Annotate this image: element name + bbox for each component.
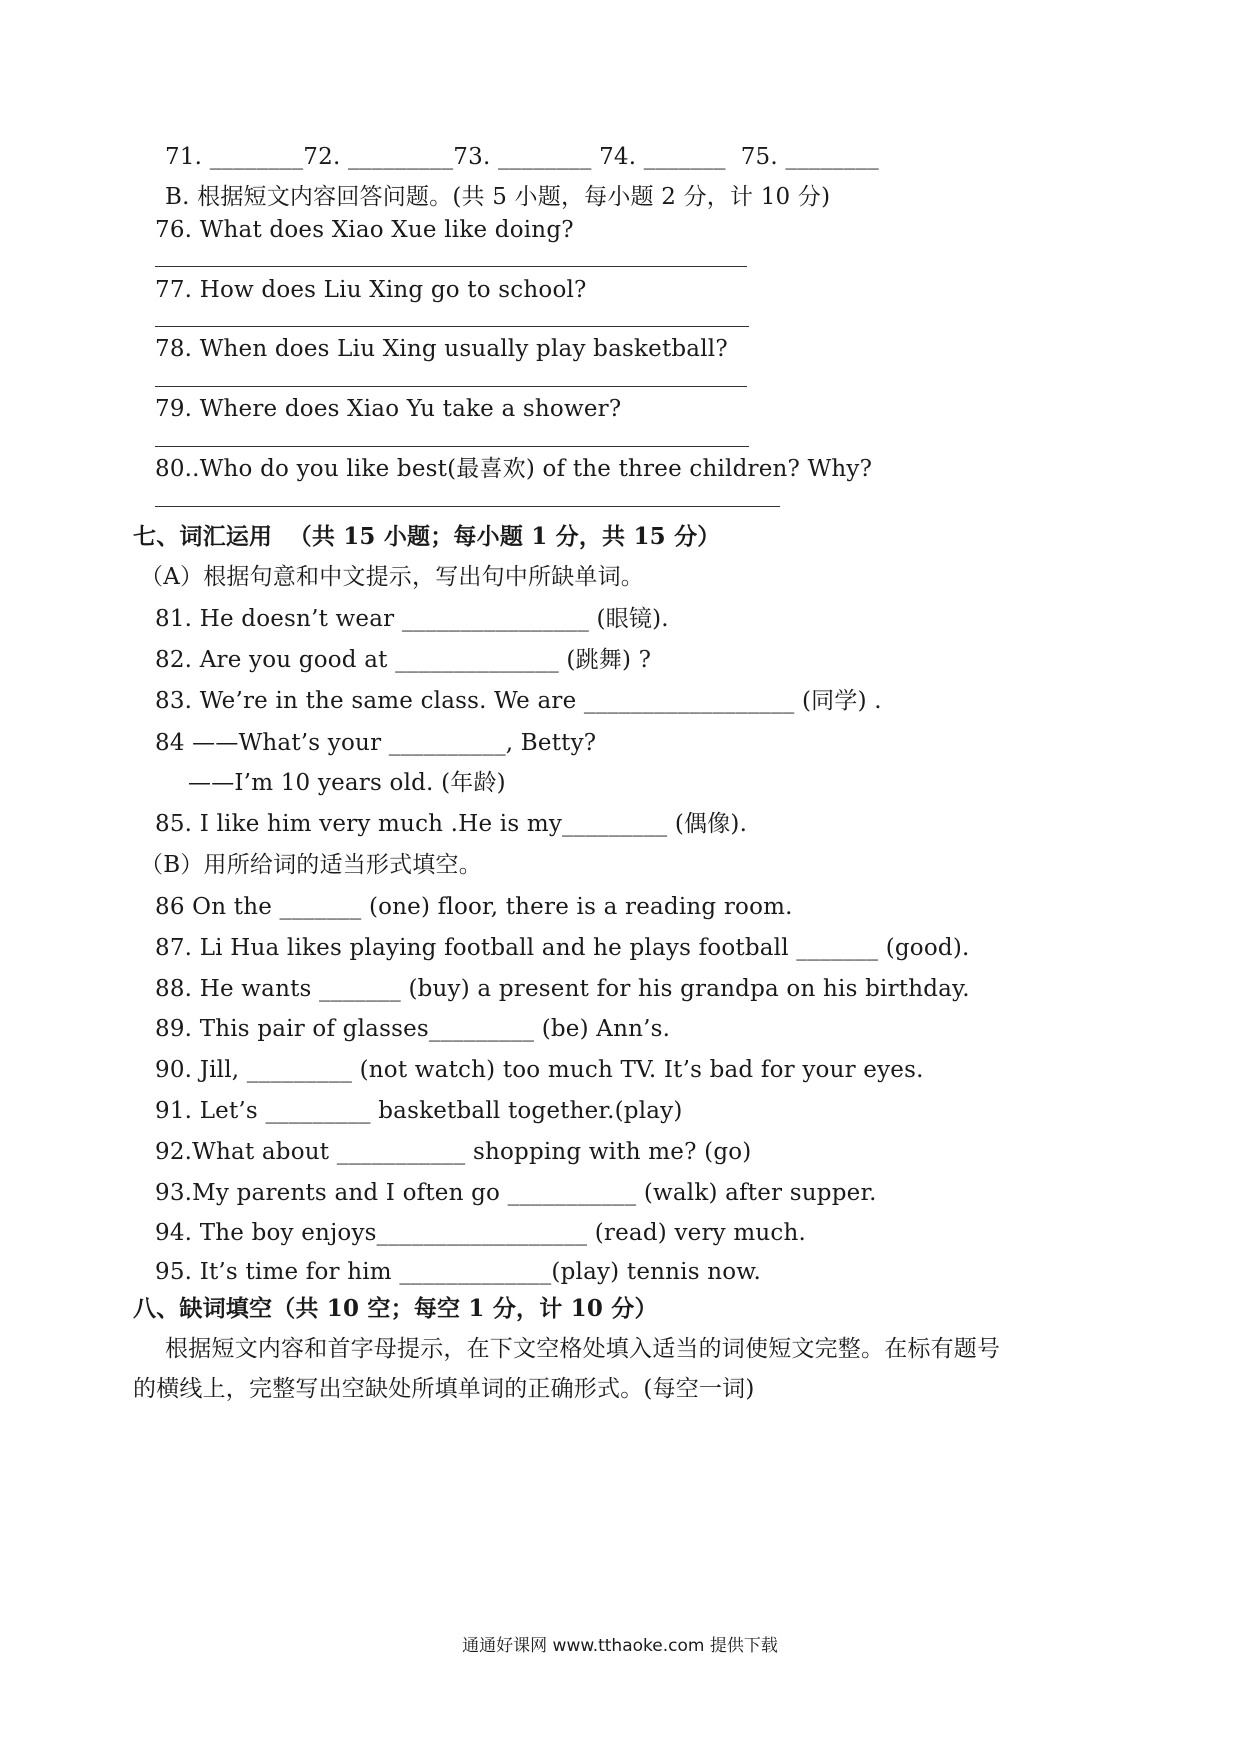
item-94: 94. The boy enjoys__________________ (read) very much. (155, 1220, 806, 1246)
answer-line-77 (155, 326, 749, 327)
section-8-instruction-1: 根据短文内容和首字母提示，在下文空格处填入适当的词使短文完整。在标有题号 (165, 1336, 1001, 1362)
item-88: 88. He wants _______ (buy) a present for his grandpa on his birthday. (155, 976, 970, 1002)
section-8-instruction-2: 的横线上，完整写出空缺处所填单词的正确形式。(每空一词) (133, 1376, 755, 1402)
item-87: 87. Li Hua likes playing football and he plays football _______ (good). (155, 935, 970, 961)
item-85: 85. I like him very much .He is my_________ (偶像). (155, 811, 748, 837)
question-79: 79. Where does Xiao Yu take a shower? (155, 396, 622, 422)
section-7-part-a: （A）根据句意和中文提示，写出句中所缺单词。 (140, 564, 645, 590)
item-95: 95. It’s time for him _____________(play) tennis now. (155, 1259, 761, 1285)
answer-line-76 (155, 266, 747, 267)
part-b-heading: B. 根据短文内容回答问题。(共 5 小题，每小题 2 分，计 10 分) (165, 184, 831, 210)
section-7-part-b: （B）用所给词的适当形式填空。 (140, 852, 482, 878)
question-77: 77. How does Liu Xing go to school? (155, 277, 587, 303)
item-92: 92.What about ___________ shopping with me? (go) (155, 1139, 752, 1165)
question-78: 78. When does Liu Xing usually play basketball? (155, 336, 728, 362)
page-footer: 通通好课网 www.tthaoke.com 提供下载 (462, 1636, 778, 1656)
item-81: 81. He doesn’t wear ________________ (眼镜). (155, 606, 669, 632)
item-84-question: 84 ——What’s your __________, Betty? (155, 730, 597, 756)
answer-line-80 (155, 506, 780, 507)
answer-line-78 (155, 386, 747, 387)
item-83: 83. We’re in the same class. We are __________________ (同学) . (155, 688, 882, 714)
item-90: 90. Jill, _________ (not watch) too much TV. It’s bad for your eyes. (155, 1057, 924, 1083)
question-80: 80..Who do you like best(最喜欢) of the three children? Why? (155, 456, 873, 482)
section-8-title: 八、缺词填空（共 10 空；每空 1 分，计 10 分） (133, 1295, 658, 1322)
item-93: 93.My parents and I often go ___________ (walk) after supper. (155, 1180, 877, 1206)
item-91: 91. Let’s _________ basketball together.(play) (155, 1098, 683, 1124)
section-7-title: 七、词汇运用 （共 15 小题；每小题 1 分，共 15 分） (133, 523, 721, 550)
answer-line-79 (155, 446, 749, 447)
question-76: 76. What does Xiao Xue like doing? (155, 217, 574, 243)
item-84-answer: ——I’m 10 years old. (年龄) (188, 770, 506, 796)
item-89: 89. This pair of glasses_________ (be) Ann’s. (155, 1016, 671, 1042)
item-86: 86 On the _______ (one) floor, there is a reading room. (155, 894, 793, 920)
item-82: 82. Are you good at ______________ (跳舞) ? (155, 647, 652, 673)
answer-blanks-71-75: 71. ________72. _________73. ________ 74. _______ 75. ________ (165, 144, 879, 170)
